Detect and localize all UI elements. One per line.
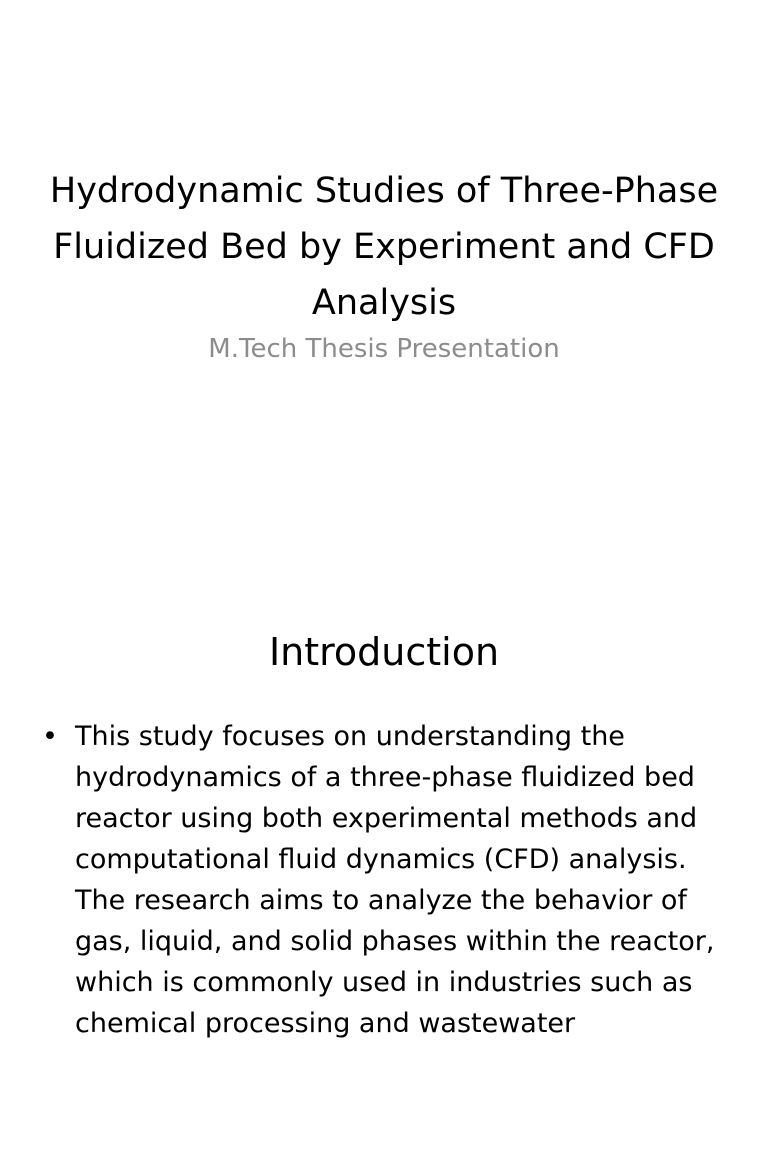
title-block bbox=[40, 163, 728, 367]
slide-title: Introduction bbox=[268, 630, 500, 674]
bullet-text: This study focuses on understanding the hydrodynamics of a three-phase fluidized bed reactor using both experimental methods and computational fluid dynamics (CFD) analysis. The research aims to analyze the behavior of gas, liquid, and solid phases within the reactor, which is commonly used in industries such as chemical processing and wastewater bbox=[75, 721, 715, 1039]
presentation-subtitle: M.Tech Thesis Presentation bbox=[208, 334, 560, 364]
presentation-title: Hydrodynamic Studies of Three-Phase Fluidized Bed by Experiment and CFD Analysis bbox=[49, 171, 719, 323]
bullet-item bbox=[38, 716, 728, 1044]
bullet-icon: • bbox=[42, 721, 58, 752]
introduction-slide bbox=[0, 576, 768, 1152]
bullet-list bbox=[38, 716, 728, 1044]
